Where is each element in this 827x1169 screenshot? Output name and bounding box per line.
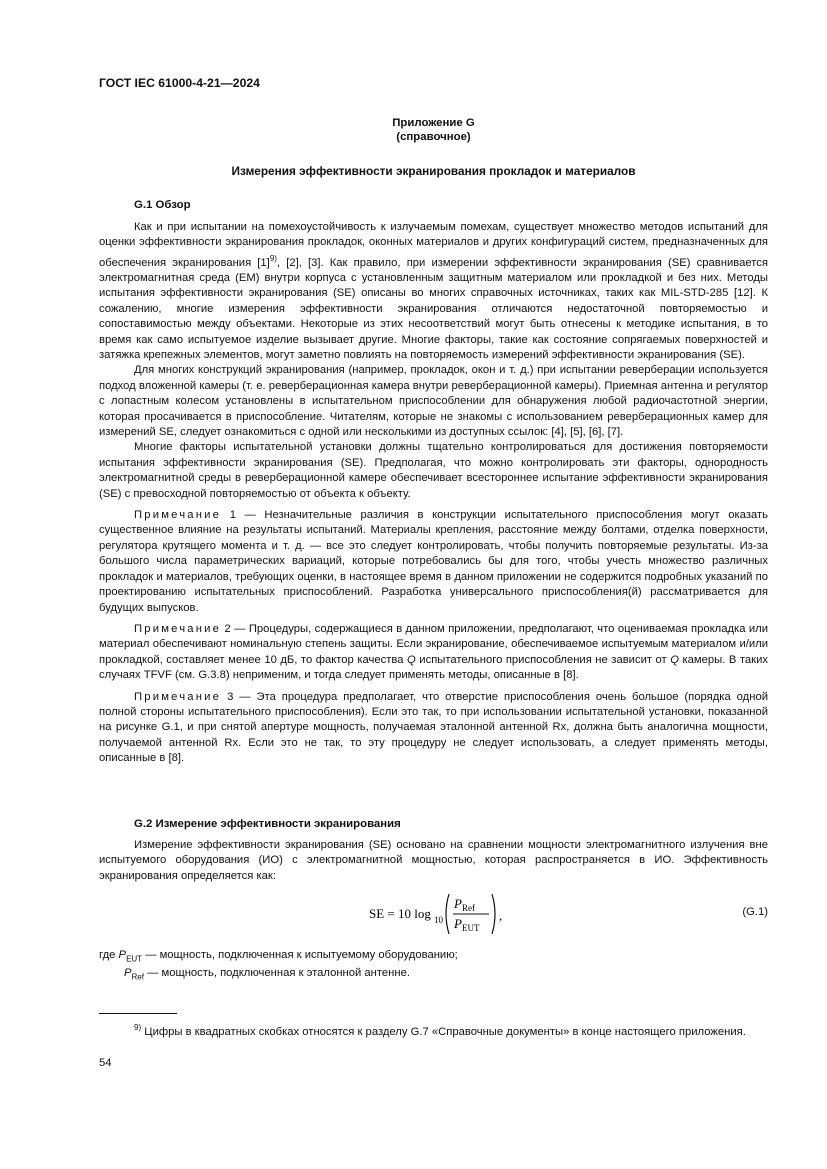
- formula-lhs: SE = 10 log: [369, 906, 431, 921]
- paragraph: Для многих конструкций экранирования (например, прокладок, окон и т. д.) при испытании реверберации используется подход вложенной камеры (т. е. реверберационная камера внутри реверберационной камеры). Приемная антенна и регулятор с лопастным колесом установлены в испытательном приспособлении для обнаружения любой радиочастотной энергии, которая просачивается в приспособление. Читателям, которые не знакомы с использованием реверберационных камер для измерений SE, следует ознакомиться с одной или несколькими из доступных ссылок: [4], [5], [6], [7].: [99, 364, 768, 439]
- note-2: Примечание 2 — Процедуры, содержащиеся в данном приложении, предполагают, что оцениваемая прокладка или материал обеспечивают номинальную степень защиты. Если экранирование, обеспечиваемое испытуемым материалом и/или прокладкой, составляет менее 10 дБ, то фактор качества Q испытательного приспособления не зависит от Q камеры. В таких случаях TFVF (см. G.3.8) неприменим, и тогда следует применять методы, описанные в [8].: [99, 622, 768, 682]
- formula-num-sub: Ref: [462, 903, 475, 913]
- legend-row: $P_{Ref}$ — мощность, подключенная к эталонной антенне.: [124, 967, 410, 982]
- formula-den-p: P: [454, 916, 462, 931]
- formula-den-sub: EUT: [462, 923, 480, 933]
- note-1: Примечание 1 — Незначительные различия в конструкции испытательного приспособления могут оказать существенное влияние на результаты испытаний. Материалы крепления, расстояние между болтами, отделка поверхности, регулятора крутящего момента и т. д. — все это следует контролировать, чтобы получить повторяемые результаты. Из-за большого числа параметрических вариаций, которые потребовались бы для того, чтобы учесть множество различных прокладок и материалов, требующих оценки, в настоящее время в данном приложении не содержится подробных указаний по проектированию испытательных приспособлений. Разработка универсального приспособления(й) рассматривается для будущих выпусков.: [99, 509, 768, 614]
- formula-expression: [369, 890, 509, 941]
- note-label: Примечание: [134, 509, 222, 522]
- note-label: Примечание: [134, 622, 222, 635]
- right-paren: [492, 894, 495, 934]
- equation-number: (G.1): [742, 906, 768, 918]
- section-g2-body: [99, 838, 768, 884]
- formula-num-p: P: [454, 896, 462, 911]
- document-header: ГОСТ IEC 61000-4-21—2024: [99, 76, 260, 90]
- page-number: 54: [99, 1057, 112, 1069]
- section-g1-body: [99, 220, 768, 767]
- paragraph: Измерение эффективности экранирования (SE) основано на сравнении мощности электромагнитного излучения вне испытуемого оборудования (ИО) с электромагнитной мощностью, которая распространяется в ИО. Эффективность экранирования определяется как:: [99, 839, 768, 882]
- formula-g1: [99, 890, 768, 938]
- footnote-divider: [99, 1013, 177, 1014]
- section-g1-title: G.1 Обзор: [134, 199, 191, 211]
- legend-row: где $P_{EUT}$ — мощность, подключенная к испытуемому оборудованию;: [99, 949, 458, 964]
- note-3: Примечание 3 — Эта процедура предполагает, что отверстие приспособления очень большое (порядка одной полной стороны испытательного приспособления). Если это так, то при использовании испытательной установки, показанной на рисунке G.1, и при снятой апертуре мощность, получаемая эталонной антенной Rx, должна быть аналогична мощности, получаемой антенной Rx. Если это не так, то эту процедуру не следует использовать, а следует применять методы, описанные в [8].: [99, 690, 768, 765]
- formula-log-base: 10: [434, 915, 443, 925]
- note-label: Примечание: [134, 690, 222, 703]
- footnote: $^{9)}$ Цифры в квадратных скобках относятся к разделу G.7 «Справочные документы» в конце настоящего приложения.: [134, 1023, 746, 1038]
- formula-svg: [369, 890, 509, 938]
- annex-title: Измерения эффективности экранирования прокладок и материалов: [231, 164, 636, 178]
- annex-label: Приложение G: [392, 117, 475, 129]
- annex-heading: [99, 116, 768, 144]
- footnote-ref: 9): [269, 253, 277, 263]
- left-paren: [446, 894, 449, 934]
- formula-legend: [99, 946, 768, 982]
- annex-type: (справочное): [396, 131, 471, 143]
- formula-comma: ,: [499, 908, 503, 923]
- paragraph: Многие факторы испытательной установки должны тщательно контролироваться для достижения повторяемости испытания эффективности экранирования (SE). Предполагая, что можно контролировать эти факторы, однородность электромагнитной среды в реверберационной камере обеспечивает всестороннее испытание эффективности экранирования (SE) с превосходной повторяемостью от объекта к объекту.: [99, 441, 768, 500]
- section-g2-title: G.2 Измерение эффективности экранирования: [134, 818, 401, 830]
- footnote-mark: 9): [134, 1023, 142, 1032]
- paragraph: Как и при испытании на помехоустойчивость к излучаемым помехам, существует множество методов испытаний для оценки эффективности экранирования прокладок, оконных материалов и других конфигураций систем, предназначенных для обеспечения экранирования $[1]^{9)}$, [2], [3]. Как правило, при измерении эффективности экранирования (SE) сравнивается электромагнитная среда (ЕМ) внутри корпуса с установленным защитным материалом или прокладкой и без них. Методы испытания эффективности экранирования (SE) описаны во многих справочных источниках, таких как MIL-STD-285 [12]. К сожалению, многие измерения эффективности экранирования отличаются недостаточной повторяемостью и сопоставимостью между объектами. Некоторые из этих несоответствий могут быть отнесены к методике испытания, в то время как само испытуемое изделие вызывает другие. Многие факторы, такие как состояние сопрягаемых поверхностей и затяжка крепежных элементов, могут заметно повлиять на повторяемость измерений эффективности экранирования (SE).: [99, 221, 768, 361]
